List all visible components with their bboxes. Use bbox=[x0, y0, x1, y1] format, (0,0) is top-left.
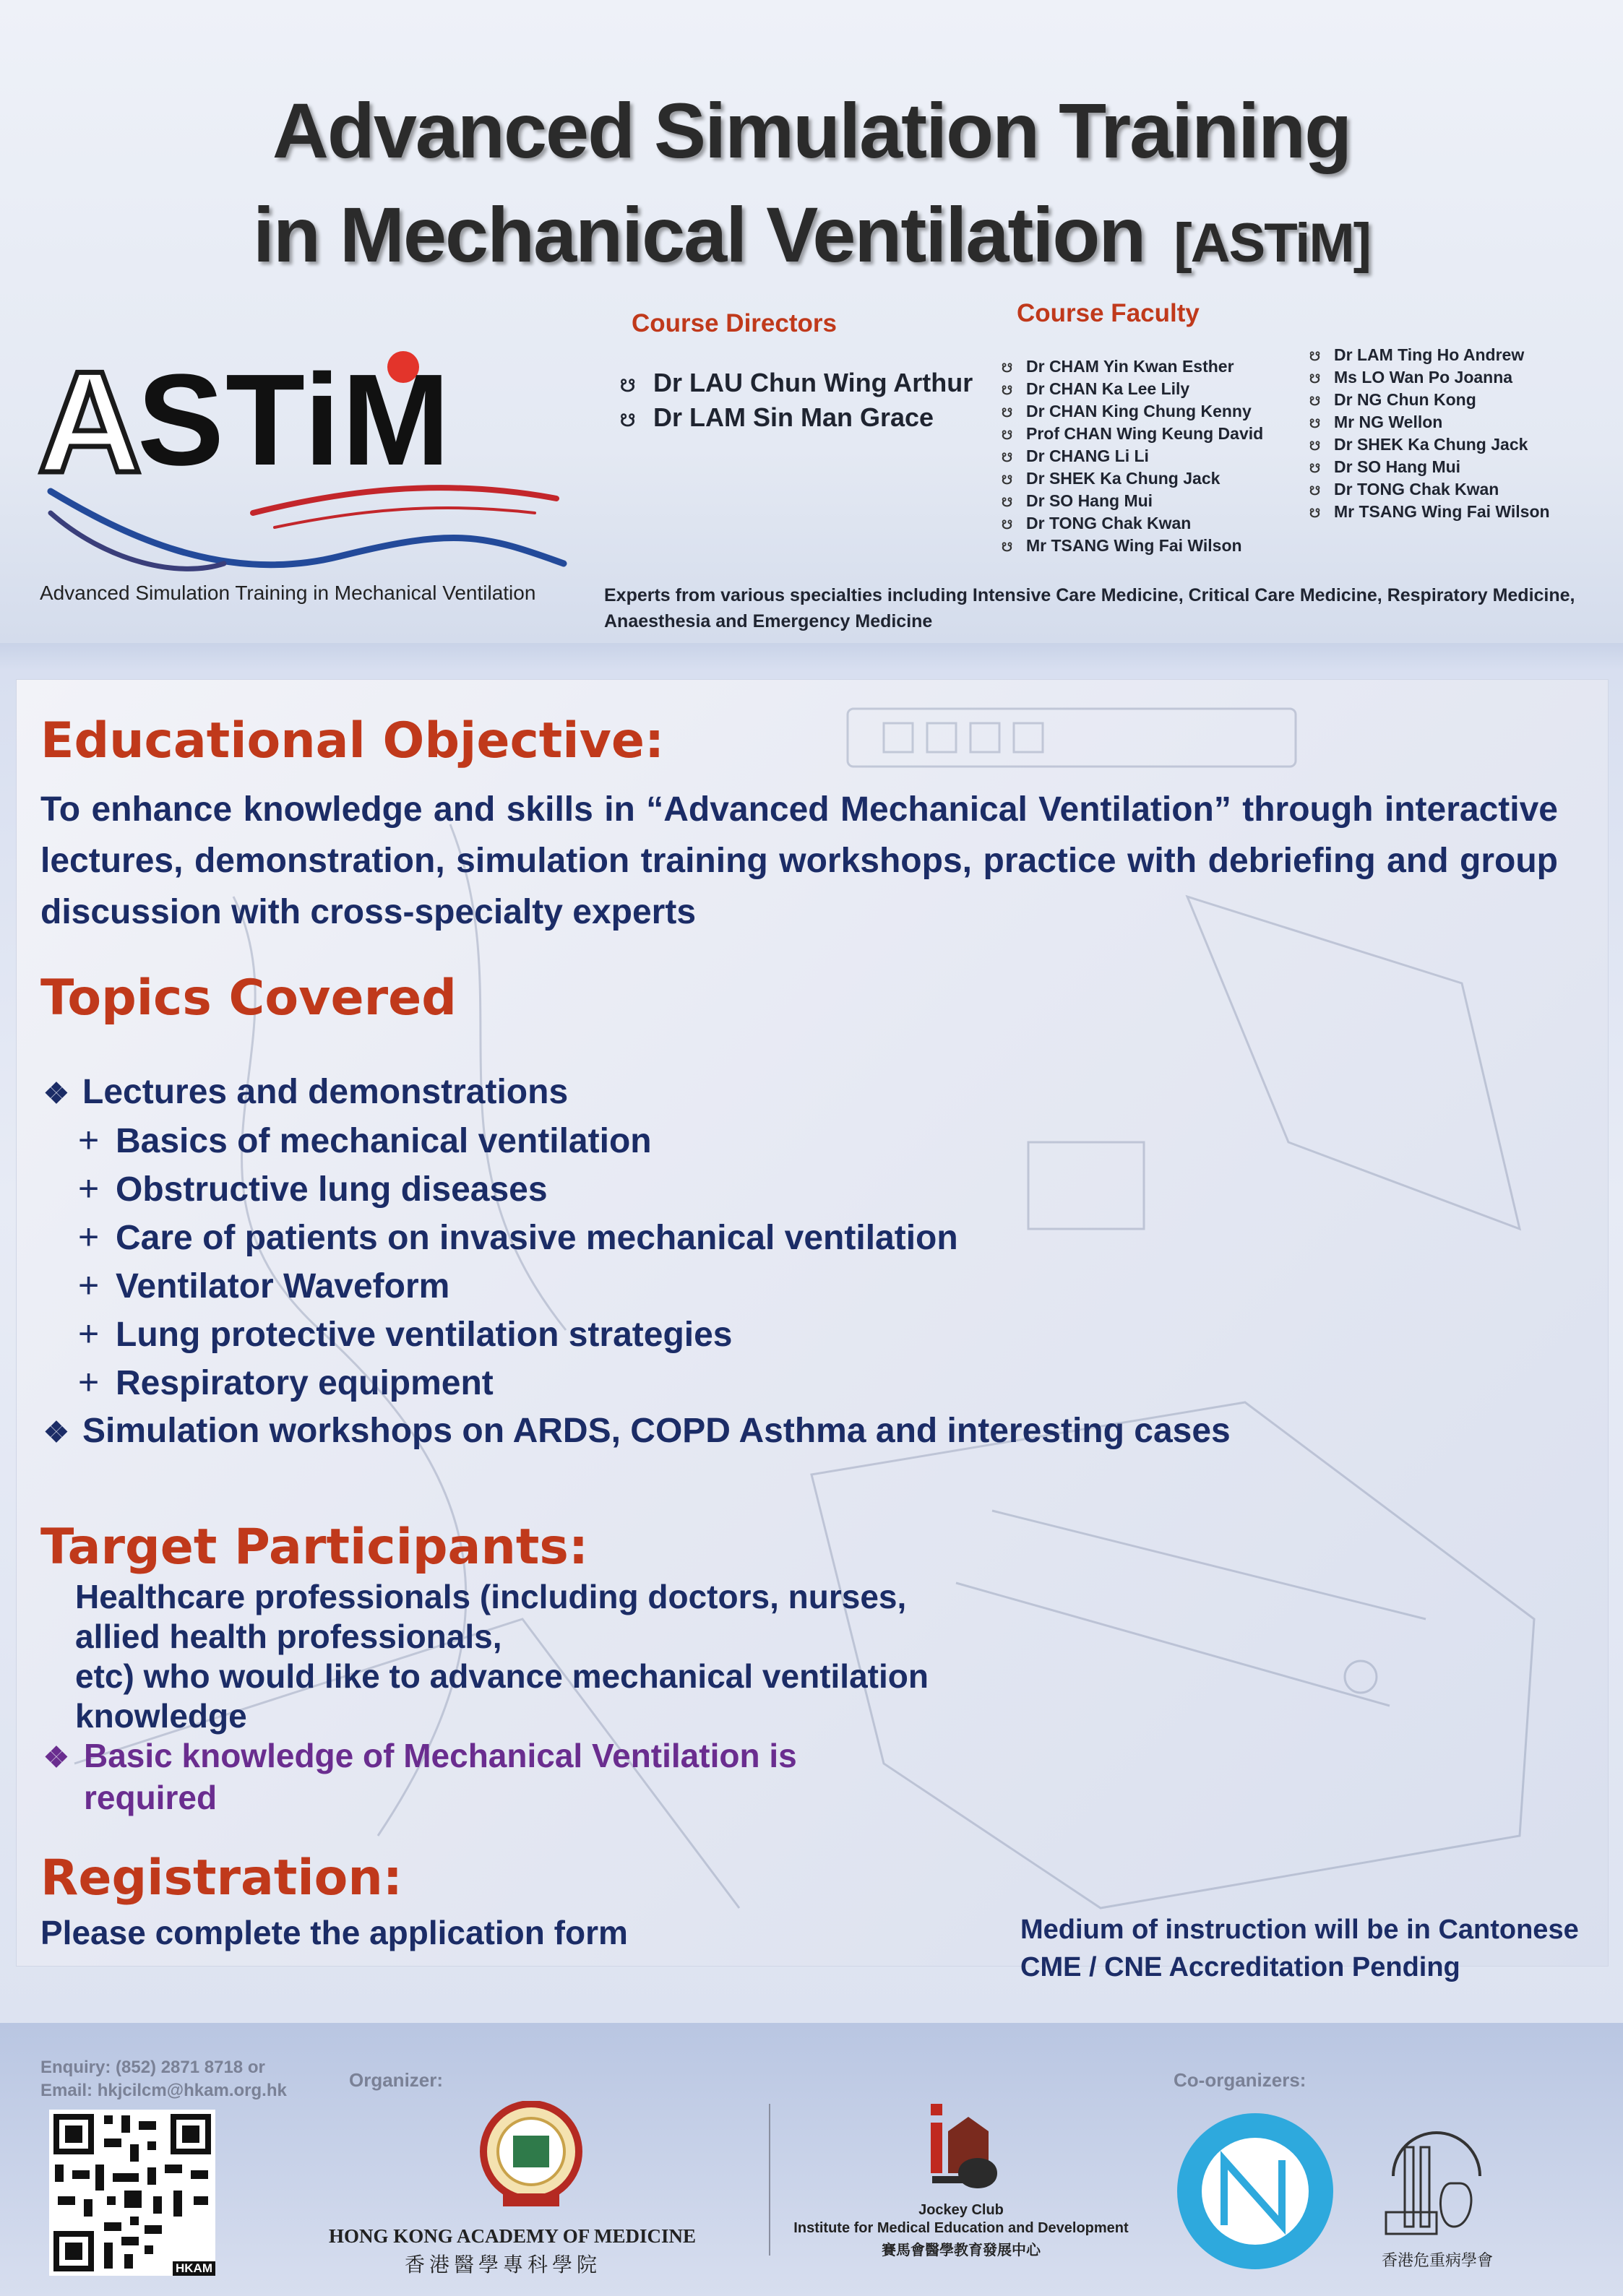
topic-label: Ventilator Waveform bbox=[116, 1267, 450, 1305]
stethoscope-icon: ☋ bbox=[1002, 496, 1013, 509]
hkam-name-zh: 香港醫學專科學院 bbox=[405, 2253, 602, 2276]
participants-line: knowledge bbox=[75, 1697, 247, 1735]
requirement-note bbox=[43, 1736, 797, 1818]
faculty-item bbox=[1309, 501, 1550, 523]
logo-tagline: Advanced Simulation Training in Mechanical Ventilation bbox=[40, 582, 536, 604]
critical-care-society-logo bbox=[1379, 2104, 1494, 2248]
list-item bbox=[43, 1358, 1231, 1407]
hkam-name-en: HONG KONG ACADEMY OF MEDICINE bbox=[329, 2225, 697, 2247]
stethoscope-icon: ☋ bbox=[1002, 451, 1013, 465]
qr-code-graphic bbox=[49, 2110, 215, 2276]
participants-line: Healthcare professionals (including doctors, nurses, bbox=[75, 1578, 907, 1615]
director-name: Dr LAM Sin Man Grace bbox=[653, 402, 934, 432]
faculty-name: Dr CHAN Ka Lee Lily bbox=[1026, 379, 1190, 398]
stethoscope-icon: ☋ bbox=[1309, 350, 1321, 363]
requirement-line: Basic knowledge of Mechanical Ventilation is bbox=[84, 1737, 797, 1774]
stethoscope-icon: ☋ bbox=[1002, 518, 1013, 532]
faculty-item bbox=[1309, 478, 1550, 501]
plus-icon: + bbox=[78, 1168, 100, 1209]
plus-icon: + bbox=[78, 1217, 100, 1257]
requirement-line: required bbox=[84, 1779, 218, 1816]
poster-title-line-1: Advanced Simulation Training bbox=[272, 87, 1351, 174]
faculty-item bbox=[1002, 445, 1263, 467]
logo-letter-a: A bbox=[38, 342, 142, 503]
imed-logo bbox=[918, 2095, 1012, 2204]
stethoscope-icon: ☋ bbox=[1309, 484, 1321, 498]
course-directors-list bbox=[620, 366, 973, 435]
imed-name-1: Jockey Club bbox=[918, 2202, 1004, 2218]
qr-code-label: HKAM bbox=[173, 2261, 215, 2276]
stethoscope-icon: ☋ bbox=[1002, 406, 1013, 420]
list-item bbox=[43, 1116, 1231, 1165]
stethoscope-icon: ☋ bbox=[620, 411, 636, 431]
imed-name-zh: 賽馬會醫學教育發展中心 bbox=[882, 2243, 1041, 2258]
faculty-column-2 bbox=[1309, 344, 1550, 523]
faculty-name: Dr SHEK Ka Chung Jack bbox=[1334, 435, 1528, 454]
faculty-name: Dr SO Hang Mui bbox=[1026, 491, 1153, 510]
hkam-crest bbox=[462, 2101, 600, 2217]
topic-label: Basics of mechanical ventilation bbox=[116, 1122, 652, 1160]
enquiry-email[interactable]: Email: hkjcilcm@hkam.org.hk bbox=[40, 2081, 287, 2100]
medium-of-instruction: Medium of instruction will be in Cantonese bbox=[1020, 1915, 1579, 1945]
stethoscope-icon: ☋ bbox=[1002, 361, 1013, 375]
topics-heading: Topics Covered bbox=[40, 970, 457, 1027]
topic-label: Lung protective ventilation strategies bbox=[116, 1316, 733, 1354]
faculty-item bbox=[1002, 467, 1263, 490]
faculty-name: Dr LAM Ting Ho Andrew bbox=[1334, 345, 1525, 364]
faculty-name: Dr SHEK Ka Chung Jack bbox=[1026, 469, 1221, 488]
participants-line: allied health professionals, bbox=[75, 1618, 502, 1655]
plus-icon: + bbox=[78, 1265, 100, 1305]
stethoscope-icon: ☋ bbox=[1309, 506, 1321, 520]
participants-text bbox=[75, 1577, 929, 1736]
nursing-society-logo bbox=[1174, 2110, 1337, 2273]
astim-logo bbox=[36, 342, 571, 585]
stethoscope-icon: ☋ bbox=[1002, 384, 1013, 397]
diamond-bullet-icon: ❖ bbox=[43, 1742, 69, 1774]
hkam-crest-graphic bbox=[462, 2101, 600, 2217]
objective-heading: Educational Objective: bbox=[40, 712, 665, 769]
stethoscope-icon: ☋ bbox=[1309, 372, 1321, 386]
faculty-name: Dr TONG Chak Kwan bbox=[1026, 514, 1192, 532]
stethoscope-icon: ☋ bbox=[1002, 540, 1013, 554]
faculty-item bbox=[1002, 423, 1263, 445]
critical-care-society-name-zh: 香港危重病學會 bbox=[1382, 2251, 1494, 2269]
plus-icon: + bbox=[78, 1362, 100, 1402]
faculty-specialties-note: Experts from various specialties including Intensive Care Medicine, Critical Care Medicine, Respiratory Medicine, Anaesthesia and Emergency Medicine bbox=[604, 585, 1575, 631]
imed-name-2: Institute for Medical Education and Development bbox=[793, 2220, 1129, 2236]
faculty-item bbox=[1309, 456, 1550, 478]
faculty-item bbox=[1309, 366, 1550, 389]
registration-text: Please complete the application form bbox=[40, 1914, 628, 1951]
faculty-item bbox=[1309, 344, 1550, 366]
faculty-item bbox=[1309, 389, 1550, 411]
plus-icon: + bbox=[78, 1313, 100, 1354]
topic-label: Care of patients on invasive mechanical ventilation bbox=[116, 1219, 958, 1257]
stethoscope-icon: ☋ bbox=[1309, 417, 1321, 431]
diamond-bullet-icon: ❖ bbox=[43, 1417, 69, 1449]
faculty-name: Mr TSANG Wing Fai Wilson bbox=[1334, 502, 1550, 521]
plus-icon: + bbox=[78, 1120, 100, 1160]
nursing-society-logo-graphic bbox=[1174, 2110, 1337, 2273]
faculty-column-1 bbox=[1002, 355, 1263, 557]
logo-wordmark: STiM bbox=[137, 348, 452, 493]
faculty-name: Prof CHAN Wing Keung David bbox=[1026, 424, 1264, 443]
faculty-item bbox=[1309, 433, 1550, 456]
list-item bbox=[43, 1261, 1231, 1310]
faculty-item bbox=[1002, 355, 1263, 378]
participants-heading: Target Participants: bbox=[40, 1519, 589, 1576]
participants-line: etc) who would like to advance mechanical ventilation bbox=[75, 1657, 929, 1695]
course-directors-heading: Course Directors bbox=[632, 309, 837, 337]
coorganizers-label: Co-organizers: bbox=[1174, 2069, 1306, 2091]
director-item bbox=[620, 400, 973, 435]
topic-group-label: Lectures and demonstrations bbox=[82, 1073, 569, 1111]
faculty-item bbox=[1002, 512, 1263, 535]
faculty-item bbox=[1002, 378, 1263, 400]
faculty-name: Dr SO Hang Mui bbox=[1334, 457, 1461, 476]
faculty-name: Ms LO Wan Po Joanna bbox=[1334, 368, 1513, 387]
stethoscope-icon: ☋ bbox=[1309, 439, 1321, 453]
faculty-name: Dr CHAN King Chung Kenny bbox=[1026, 402, 1252, 420]
list-item bbox=[43, 1165, 1231, 1213]
critical-care-society-logo-graphic bbox=[1379, 2104, 1494, 2248]
stethoscope-icon: ☋ bbox=[1309, 462, 1321, 475]
faculty-name: Dr TONG Chak Kwan bbox=[1334, 480, 1499, 499]
list-item bbox=[43, 1213, 1231, 1261]
faculty-item bbox=[1002, 400, 1263, 423]
enquiry-phone: Enquiry: (852) 2871 8718 or bbox=[40, 2058, 265, 2077]
topic-label: Respiratory equipment bbox=[116, 1364, 494, 1402]
faculty-item bbox=[1002, 490, 1263, 512]
diamond-bullet-icon: ❖ bbox=[43, 1078, 69, 1110]
faculty-name: Mr TSANG Wing Fai Wilson bbox=[1026, 536, 1242, 555]
course-faculty-heading: Course Faculty bbox=[1017, 299, 1200, 327]
list-item bbox=[43, 1407, 1231, 1455]
imed-logo-graphic bbox=[918, 2095, 1012, 2204]
faculty-item bbox=[1002, 535, 1263, 557]
qr-code[interactable] bbox=[49, 2110, 215, 2276]
list-item bbox=[43, 1068, 1231, 1116]
faculty-name: Dr CHANG Li Li bbox=[1026, 446, 1149, 465]
registration-heading: Registration: bbox=[40, 1850, 403, 1907]
organizer-label: Organizer: bbox=[349, 2069, 444, 2091]
objective-text: To enhance knowledge and skills in “Advanced Mechanical Ventilation” through interactive lectures, demonstration, simulation training workshops, practice with debriefing and group discussion with cross-specialty experts bbox=[40, 790, 1558, 931]
stethoscope-icon: ☋ bbox=[1002, 428, 1013, 442]
faculty-name: Dr CHAM Yin Kwan Esther bbox=[1026, 357, 1234, 376]
poster-title-abbreviation: [ASTiM] bbox=[1174, 212, 1370, 274]
director-name: Dr LAU Chun Wing Arthur bbox=[653, 368, 973, 397]
poster-title-line-2 bbox=[0, 189, 1623, 280]
faculty-item bbox=[1309, 411, 1550, 433]
stethoscope-icon: ☋ bbox=[1002, 473, 1013, 487]
topics-list bbox=[43, 1068, 1231, 1455]
director-item bbox=[620, 366, 973, 400]
stethoscope-icon: ☋ bbox=[620, 376, 636, 396]
poster-title-text: in Mechanical Ventilation bbox=[253, 191, 1145, 278]
faculty-name: Mr NG Wellon bbox=[1334, 413, 1443, 431]
accreditation-status: CME / CNE Accreditation Pending bbox=[1020, 1952, 1460, 1982]
topic-group-label: Simulation workshops on ARDS, COPD Asthma and interesting cases bbox=[82, 1412, 1231, 1450]
faculty-name: Dr NG Chun Kong bbox=[1334, 390, 1476, 409]
stethoscope-icon: ☋ bbox=[1309, 394, 1321, 408]
list-item bbox=[43, 1310, 1231, 1358]
topic-label: Obstructive lung diseases bbox=[116, 1170, 548, 1209]
